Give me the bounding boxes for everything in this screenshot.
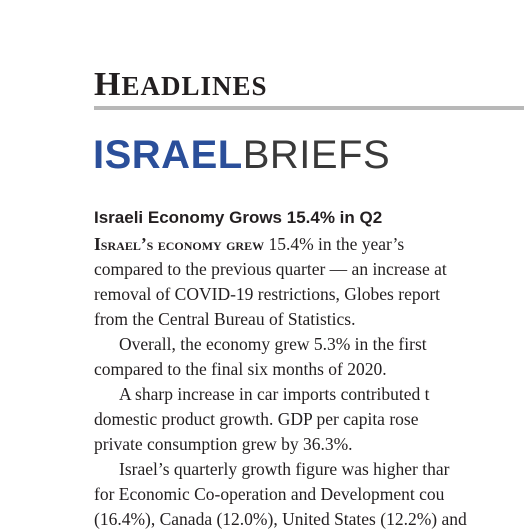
section-heading [94,66,268,104]
article-line: Overall, the economy grew 5.3% in the first [119,334,427,354]
brand-title [93,133,390,177]
article-line: removal of COVID-19 restrictions, Globes report [94,284,441,304]
article-line: for Economic Co-operation and Development cou [94,484,445,504]
article-line: domestic product growth. GDP per capita rose [94,409,419,429]
article-body [94,232,524,532]
brand-title-light: BRIEFS [242,133,391,177]
article-line: A sharp increase in car imports contributed t [119,384,430,404]
article-line: private consumption grew by 36.3%. [94,434,353,454]
article-lead: Israel’s economy grew [94,234,265,254]
section-heading-initial: H [94,66,122,103]
section-divider [94,106,524,110]
brand-title-bold: ISRAEL [93,133,243,177]
article-title: Israeli Economy Grows 15.4% in Q2 [94,208,383,227]
article-line: from the Central Bureau of Statistics. [94,309,356,329]
article-line: compared to the previous quarter — an increase at [94,259,447,279]
article-line: compared to the final six months of 2020. [94,359,387,379]
article-line: Israel’s quarterly growth figure was higher thar [119,459,450,479]
section-heading-rest: EADLINES [121,71,268,101]
article-line: (16.4%), Canada (12.0%), United States (12.2%) and [94,509,467,529]
article-line [94,232,524,257]
article-line-text: 15.4% in the year’s [264,234,405,254]
